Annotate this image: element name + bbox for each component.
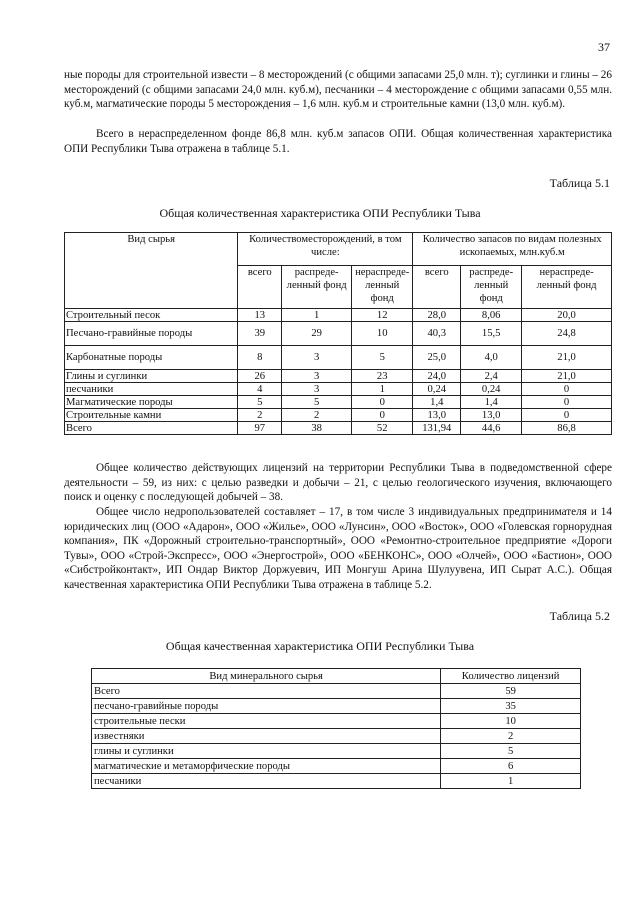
cell-deposits-undistributed: 12 <box>352 309 413 322</box>
table-header-type: Вид минерального сырья <box>92 669 441 684</box>
cell-type: известняки <box>92 729 441 744</box>
cell-reserves-undistributed: 21,0 <box>522 346 612 370</box>
cell-deposits-total: 5 <box>238 396 282 409</box>
cell-reserves-total: 1,4 <box>413 396 461 409</box>
cell-count: 2 <box>441 729 581 744</box>
cell-count: 35 <box>441 699 581 714</box>
paragraph-unallocated-fund: Всего в нераспределенном фонде 86,8 млн. куб.м запасов ОПИ. Общая количественная характеристика ОПИ Республики Тыва отражена в таблице 5.1. <box>64 128 612 155</box>
cell-type: строительные пески <box>92 714 441 729</box>
cell-reserves-distributed: 2,4 <box>461 370 522 383</box>
cell-deposits-distributed: 5 <box>282 396 352 409</box>
paragraph-continuation: ные породы для строительной извести – 8 месторождений (с общими запасами 25,0 млн. т); суглинки и глины – 26 месторождений (с общими запасами 24,0 млн. куб.м), песчаники – 4 месторождение с общими запасами 0,55 млн. куб.м, магматические породы 5 месторождения – 1,6 млн. куб.м и строительные камни (13,0 млн. куб.м). <box>64 69 612 110</box>
cell-type: песчано-гравийные породы <box>92 699 441 714</box>
table-5-2 <box>91 668 581 789</box>
subheader-distributed: распреде-ленный фонд <box>461 266 522 309</box>
cell-reserves-total: 25,0 <box>413 346 461 370</box>
table-5-1-label: Таблица 5.1 <box>549 176 610 190</box>
cell-type: Магматические породы <box>65 396 238 409</box>
cell-reserves-total: 131,94 <box>413 422 461 435</box>
subheader-total: всего <box>238 266 282 309</box>
cell-reserves-distributed: 8,06 <box>461 309 522 322</box>
cell-deposits-distributed: 29 <box>282 322 352 346</box>
cell-deposits-undistributed: 0 <box>352 409 413 422</box>
table-row <box>65 322 612 346</box>
cell-reserves-undistributed: 20,0 <box>522 309 612 322</box>
cell-reserves-distributed: 0,24 <box>461 383 522 396</box>
cell-count: 59 <box>441 684 581 699</box>
cell-reserves-distributed: 13,0 <box>461 409 522 422</box>
cell-type: Песчано-гравийные породы <box>65 322 238 346</box>
table-row <box>92 729 581 744</box>
table-row <box>65 370 612 383</box>
table-row <box>92 699 581 714</box>
cell-type: песчаники <box>92 774 441 789</box>
cell-deposits-total: 13 <box>238 309 282 322</box>
cell-reserves-total: 0,24 <box>413 383 461 396</box>
subheader-distributed: распреде-ленный фонд <box>282 266 352 309</box>
cell-reserves-undistributed: 0 <box>522 383 612 396</box>
table-row <box>92 684 581 699</box>
table-row <box>92 759 581 774</box>
table-row <box>65 383 612 396</box>
table-row-total <box>65 422 612 435</box>
cell-type: глины и суглинки <box>92 744 441 759</box>
cell-count: 10 <box>441 714 581 729</box>
table-5-1-title: Общая количественная характеристика ОПИ Республики Тыва <box>159 206 481 220</box>
cell-deposits-distributed: 3 <box>282 383 352 396</box>
cell-count: 6 <box>441 759 581 774</box>
cell-reserves-total: 13,0 <box>413 409 461 422</box>
cell-reserves-undistributed: 0 <box>522 396 612 409</box>
subheader-undistributed: нераспреде-ленный фонд <box>522 266 612 309</box>
table-row <box>92 774 581 789</box>
subheader-total: всего <box>413 266 461 309</box>
cell-deposits-undistributed: 0 <box>352 396 413 409</box>
table-row <box>65 346 612 370</box>
cell-type: Всего <box>92 684 441 699</box>
cell-type: магматические и метаморфические породы <box>92 759 441 774</box>
cell-type: Строительный песок <box>65 309 238 322</box>
cell-deposits-total: 8 <box>238 346 282 370</box>
cell-type: Карбонатные породы <box>65 346 238 370</box>
table-header-reserves: Количество запасов по видам полезных ископаемых, млн.куб.м <box>413 233 612 266</box>
cell-deposits-total: 97 <box>238 422 282 435</box>
cell-reserves-undistributed: 24,8 <box>522 322 612 346</box>
table-header-deposits: Количествоместорождений, в том числе: <box>238 233 413 266</box>
cell-deposits-undistributed: 23 <box>352 370 413 383</box>
paragraph-licenses: Общее количество действующих лицензий на территории Республики Тыва в подведомственной сфере деятельности – 59, из них: с целью разведки и добычи – 21, с целью геологического изучения, включающего поиск и оценку с последующей добычей – 38. <box>64 462 612 503</box>
cell-type: Строительные камни <box>65 409 238 422</box>
cell-reserves-undistributed: 0 <box>522 409 612 422</box>
cell-reserves-total: 28,0 <box>413 309 461 322</box>
table-5-1 <box>64 232 612 435</box>
cell-deposits-total: 2 <box>238 409 282 422</box>
page-number: 37 <box>598 40 610 54</box>
cell-reserves-total: 24,0 <box>413 370 461 383</box>
cell-deposits-total: 39 <box>238 322 282 346</box>
cell-deposits-distributed: 1 <box>282 309 352 322</box>
table-header-count: Количество лицензий <box>441 669 581 684</box>
table-5-2-label: Таблица 5.2 <box>549 609 610 623</box>
table-row <box>65 396 612 409</box>
cell-deposits-distributed: 3 <box>282 346 352 370</box>
cell-reserves-distributed: 44,6 <box>461 422 522 435</box>
table-row <box>92 744 581 759</box>
cell-type: Всего <box>65 422 238 435</box>
table-row <box>65 309 612 322</box>
cell-count: 5 <box>441 744 581 759</box>
cell-reserves-undistributed: 21,0 <box>522 370 612 383</box>
cell-deposits-distributed: 2 <box>282 409 352 422</box>
cell-reserves-distributed: 1,4 <box>461 396 522 409</box>
table-header-type: Вид сырья <box>65 233 238 309</box>
cell-deposits-undistributed: 52 <box>352 422 413 435</box>
cell-type: песчаники <box>65 383 238 396</box>
cell-deposits-undistributed: 5 <box>352 346 413 370</box>
table-5-2-title: Общая качественная характеристика ОПИ Республики Тыва <box>165 639 475 653</box>
paragraph-subsoil-users: Общее число недропользователей составляет – 17, в том числе 3 индивидуальных предпринимателя и 14 юридических лиц (ООО «Адарон», ООО «Жилье», ООО «Лунсин», ООО «Восток», ООО «Голевская горнорудная компания», ПК «Дорожный строительно-транспортный», ООО «Ремонтно-строительное предприятие «Дороги Тувы», ООО «Строй-Экспресс», ООО «Энергострой», ООО «БЕНКОНС», ООО «Олчей», ООО «Бастион», ООО «Сибстройконтакт», ИП Ондар Виктор Доржуевич, ИП Монгуш Арина Шулуувена, ИП Сырат А.С.). Общая качественная характеристика ОПИ Республики Тыва отражена в таблице 5.2. <box>64 506 612 591</box>
cell-deposits-distributed: 38 <box>282 422 352 435</box>
cell-reserves-undistributed: 86,8 <box>522 422 612 435</box>
cell-reserves-distributed: 4,0 <box>461 346 522 370</box>
cell-reserves-distributed: 15,5 <box>461 322 522 346</box>
cell-type: Глины и суглинки <box>65 370 238 383</box>
cell-deposits-distributed: 3 <box>282 370 352 383</box>
cell-deposits-total: 26 <box>238 370 282 383</box>
cell-deposits-undistributed: 1 <box>352 383 413 396</box>
table-row <box>92 714 581 729</box>
cell-reserves-total: 40,3 <box>413 322 461 346</box>
cell-count: 1 <box>441 774 581 789</box>
subheader-undistributed: нераспреде-ленный фонд <box>352 266 413 309</box>
cell-deposits-undistributed: 10 <box>352 322 413 346</box>
cell-deposits-total: 4 <box>238 383 282 396</box>
table-row <box>65 409 612 422</box>
